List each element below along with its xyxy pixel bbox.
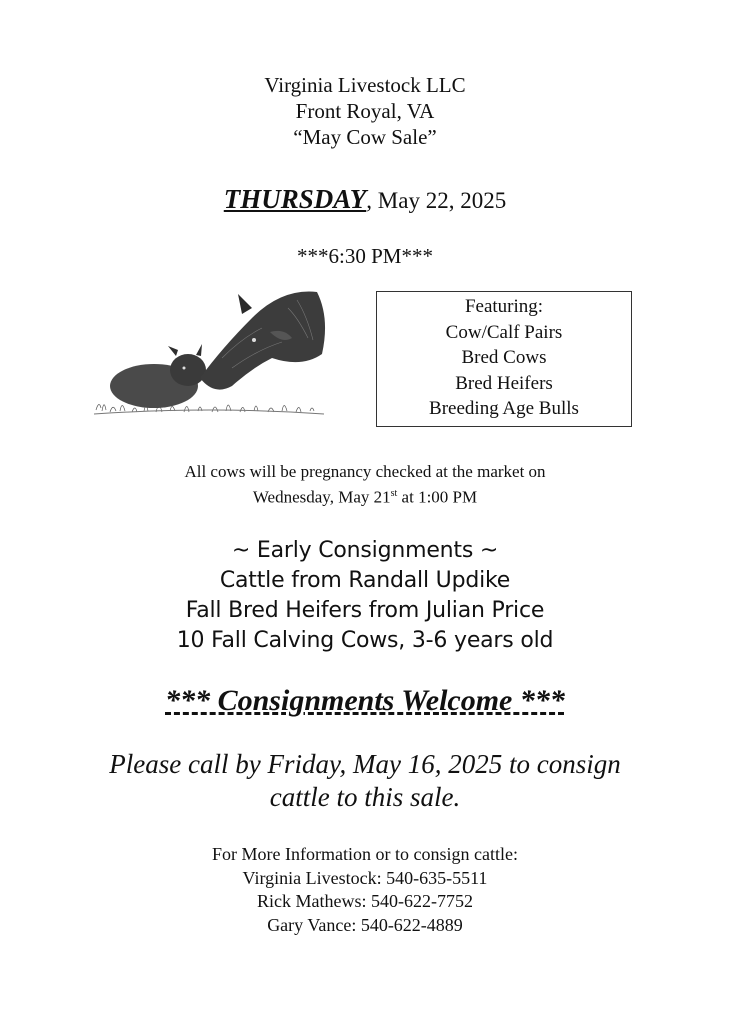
call-line1: Please call by Friday, May 16, 2025 to consign (109, 749, 621, 779)
sale-date-line (0, 184, 730, 215)
sale-location: Front Royal, VA (295, 99, 435, 123)
pregnancy-note-time: at 1:00 PM (397, 487, 478, 507)
call-to-action (0, 748, 730, 814)
company-name: Virginia Livestock LLC (264, 73, 466, 97)
sale-day: THURSDAY (223, 184, 367, 214)
featuring-item: Bred Cows (461, 347, 547, 368)
contact-line: Rick Mathews: 540-622-7752 (257, 891, 473, 911)
contact-info (0, 843, 730, 937)
contact-line: Gary Vance: 540-622-4889 (267, 914, 463, 935)
pregnancy-note-line1: All cows will be pregnancy checked at the market on (184, 462, 546, 481)
cow-and-calf-illustration (92, 278, 332, 426)
pregnancy-note-line2 (0, 483, 730, 509)
contact-line: Virginia Livestock: 540-635-5511 (242, 867, 488, 888)
consignments-welcome: *** Consignments Welcome *** (165, 684, 565, 717)
consignment-item: 10 Fall Calving Cows, 3-6 years old (176, 628, 554, 653)
contact-heading: For More Information or to consign cattle: (212, 844, 518, 864)
sale-date: , May 22, 2025 (366, 188, 507, 213)
consignment-item: Fall Bred Heifers from Julian Price (185, 598, 545, 623)
featuring-item: Breeding Age Bulls (429, 398, 579, 419)
featuring-box (376, 291, 632, 427)
consignment-item: Cattle from Randall Updike (219, 568, 511, 593)
featuring-item: Cow/Calf Pairs (445, 321, 563, 343)
pregnancy-check-note (0, 461, 730, 509)
featuring-item: Bred Heifers (455, 372, 553, 394)
sale-time: ***6:30 PM*** (297, 244, 433, 268)
call-line2: cattle to this sale. (269, 782, 461, 812)
early-consignments (0, 536, 730, 656)
flyer-header (0, 72, 730, 150)
sale-name: “May Cow Sale” (293, 125, 437, 149)
early-consignments-heading: ~ Early Consignments ~ (231, 538, 499, 563)
featuring-title: Featuring: (464, 296, 544, 317)
date-suffix: st (390, 488, 398, 499)
pregnancy-note-date: Wednesday, May 21 (252, 487, 391, 507)
